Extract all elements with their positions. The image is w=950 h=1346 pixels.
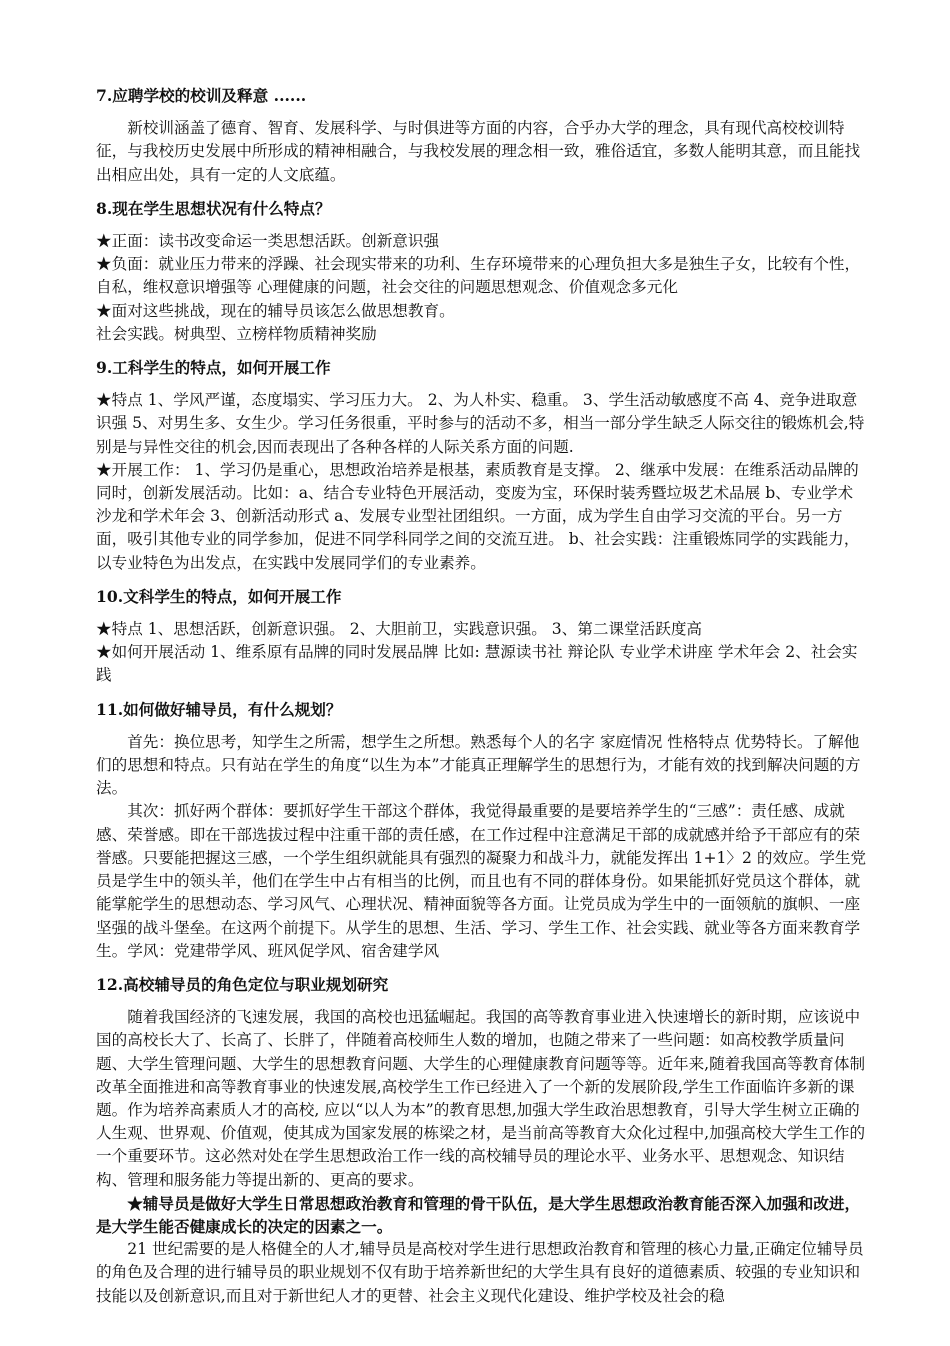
- section-12-paragraph-2: ★辅导员是做好大学生日常思想政治教育和管理的骨干队伍，是大学生思想政治教育能否深入加强和改进，是大学生能否健康成长的决定的因素之一。: [96, 1193, 861, 1236]
- section-9-traits: ★特点 1、学风严谨，态度塌实、学习压力大。 2、为人朴实、稳重。 3、学生活动敏感度不高 4、竞争进取意识强 5、对男生多、女生少。学习任务很重，平时参与的活动不多，相当一部分学生缺乏人际交往的锻炼机会,特别是与异性交往的机会,因而表现出了各种各样的人际关系方面的问题.: [96, 391, 865, 456]
- section-10-heading: 10.文科学生的特点，如何开展工作: [96, 586, 342, 606]
- document-page: [96, 84, 868, 1308]
- section-8-challenge: ★面对这些挑战，现在的辅导员该怎么做思想教育。: [96, 301, 455, 320]
- section-9-work: ★开展工作： 1、学习仍是重心，思想政治培养是根基，素质教育是支撑。 2、继承中发展：在维系活动品牌的同时，创新发展活动。比如：a、结合专业特色开展活动，变废为宝，环保时装秀暨垃圾艺术品展 b、专业学术沙龙和学术年会 3、创新活动形式 a、发展专业型社团组织。一方面，成为学生自由学习交流的平台。另一方面，吸引其他专业的同学参加，促进不同学科同学之间的交流互进。 b、社会实践：注重锻炼同学的实践能力，以专业特色为出发点，在实践中发展同学们的专业素养。: [96, 460, 860, 572]
- section-8-positive: ★正面：读书改变命运一类思想活跃。创新意识强: [96, 232, 440, 251]
- section-8-heading: 8.现在学生思想状况有什么特点？: [96, 198, 331, 218]
- section-12-paragraph-1: 随着我国经济的飞速发展，我国的高校也迅猛崛起。我国的高等教育事业进入快速增长的新时期，应该说中国的高校长大了、长高了、长胖了，伴随着高校师生人数的增加，也随之带来了一些问题：如高校教学质量问题、大学生管理问题、大学生的思想教育问题、大学生的心理健康教育问题等等。近年来,随着我国高等教育体制改革全面推进和高等教育事业的快速发展,高校学生工作已经进入了一个新的发展阶段,学生工作面临许多新的课题。作为培养高素质人才的高校, 应以“以人为本”的教育思想,加强大学生政治思想教育，引导大学生树立正确的人生观、世界观、价值观，使其成为国家发展的栋梁之材，是当前高等教育大众化过程中,加强高校大学生工作的一个重要环节。这必然对处在学生思想政治工作一线的高校辅导员的理论水平、业务水平、思想观念、知识结构、管理和服务能力等提出新的、更高的要求。: [96, 1008, 866, 1189]
- section-8-negative: ★负面：就业压力带来的浮躁、社会现实带来的功利、生存环境带来的心理负担大多是独生子女，比较有个性，自私，维权意识增强等 心理健康的问题，社会交往的问题思想观念、价值观念多元化: [96, 255, 861, 297]
- section-8-practice: 社会实践。树典型、立榜样物质精神奖励: [96, 324, 377, 343]
- section-11-heading: 11.如何做好辅导员，有什么规划？: [96, 699, 342, 719]
- section-7-paragraph: 新校训涵盖了德育、智育、发展科学、与时俱进等方面的内容，合乎办大学的理念，具有现代高校校训特征，与我校历史发展中所形成的精神相融合，与我校发展的理念相一致，雅俗适宜，多数人能明其意，而且能找出相应出处，具有一定的人文底蕴。: [96, 119, 861, 184]
- section-7-heading: 7.应聘学校的校训及释意 ......: [96, 86, 307, 105]
- section-11-paragraph-2: 其次：抓好两个群体：要抓好学生干部这个群体，我觉得最重要的是要培养学生的“三感”：责任感、成就感、荣誉感。即在干部选拔过程中注重干部的责任感，在工作过程中注意满足干部的成就感并给予干部应有的荣誉感。只要能把握这三感，一个学生组织就能具有强烈的凝聚力和战斗力，就能发挥出 1+1〉2 的效应。学生党员是学生中的领头羊，他们在学生中占有相当的比例，而且也有不同的群体身份。如果能抓好党员这个群体，就能掌舵学生的思想动态、学习风气、心理状况、精神面貌等各方面。让党员成为学生中的一面领航的旗帜、一座坚强的战斗堡垒。在这两个前提下。从学生的思想、生活、学习、学生工作、社会实践、就业等各方面来教育学生。学风：党建带学风、班风促学风、宿舍建学风: [96, 802, 867, 960]
- section-10-traits: ★特点 1、思想活跃，创新意识强。 2、大胆前卫，实践意识强。 3、第二课堂活跃度高: [96, 620, 703, 639]
- section-9-heading: 9.工科学生的特点，如何开展工作: [96, 358, 331, 378]
- section-10-activities: ★如何开展活动 1、维系原有品牌的同时发展品牌 比如: 慧源读书社 辩论队 专业学术讲座 学术年会 2、社会实践: [96, 643, 858, 685]
- section-12-heading: 12.高校辅导员的角色定位与职业规划研究: [96, 974, 389, 994]
- section-12-paragraph-3: 21 世纪需要的是人格健全的人才,辅导员是高校对学生进行思想政治教育和管理的核心力量,正确定位辅导员的角色及合理的进行辅导员的职业规划不仅有助于培养新世纪的大学生具有良好的道德素质、较强的专业知识和技能以及创新意识,而且对于新世纪人才的更替、社会主义现代化建设、维护学校及社会的稳: [96, 1240, 864, 1305]
- section-11-paragraph-1: 首先：换位思考，知学生之所需，想学生之所想。熟悉每个人的名字 家庭情况 性格特点 优势特长。了解他们的思想和特点。只有站在学生的角度“以生为本”才能真正理解学生的思想行为，才能有效的找到解决问题的方法。: [96, 732, 861, 798]
